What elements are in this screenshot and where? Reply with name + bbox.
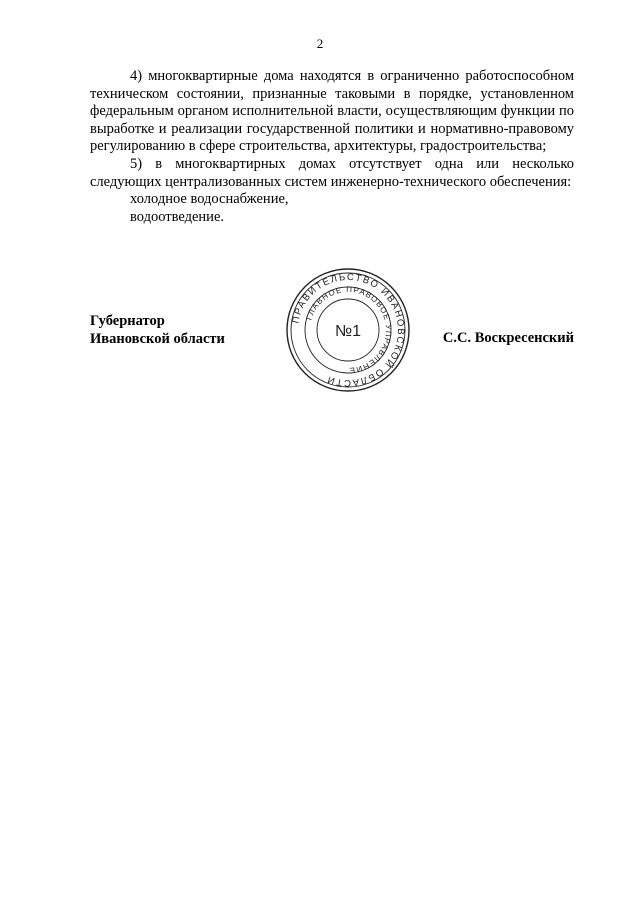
paragraph-item-4: 4) многоквартирные дома находятся в ограниченно работоспособном техническом состоянии, признанные таковыми в порядке, установленном федеральным органом исполнительной власти, осуществляющим функции по выработке и реализации государственной политики и нормативно-правовому регулированию в сфере строительства, архитектуры, градостроительства; [90,68,574,155]
signatory-title-line-2: Ивановской области [90,330,225,347]
list-item-sewerage: водоотведение. [130,208,225,225]
stamp-seal-graphic [285,267,411,393]
signatory-title [90,313,290,348]
stamp-outer-text: ПРАВИТЕЛЬСТВО ИВАНОВСКОЙ ОБЛАСТИ [290,271,407,389]
paragraph-item-5: 5) в многоквартирных домах отсутствует одна или несколько следующих централизованных систем инженерно-технического обеспечения: [90,155,574,190]
stamp-inner-text: ГЛАВНОЕ ПРАВОВОЕ УПРАВЛЕНИЕ [304,284,394,376]
list-item-cold-water: холодное водоснабжение, [130,191,289,208]
document-body [90,68,574,226]
official-stamp [285,267,411,393]
signatory-title-line-1: Губернатор [90,313,165,329]
stamp-center-number: №1 [334,323,362,340]
page-number: 2 [316,36,324,51]
signatory-name: С.С. Воскресенский [442,330,574,346]
